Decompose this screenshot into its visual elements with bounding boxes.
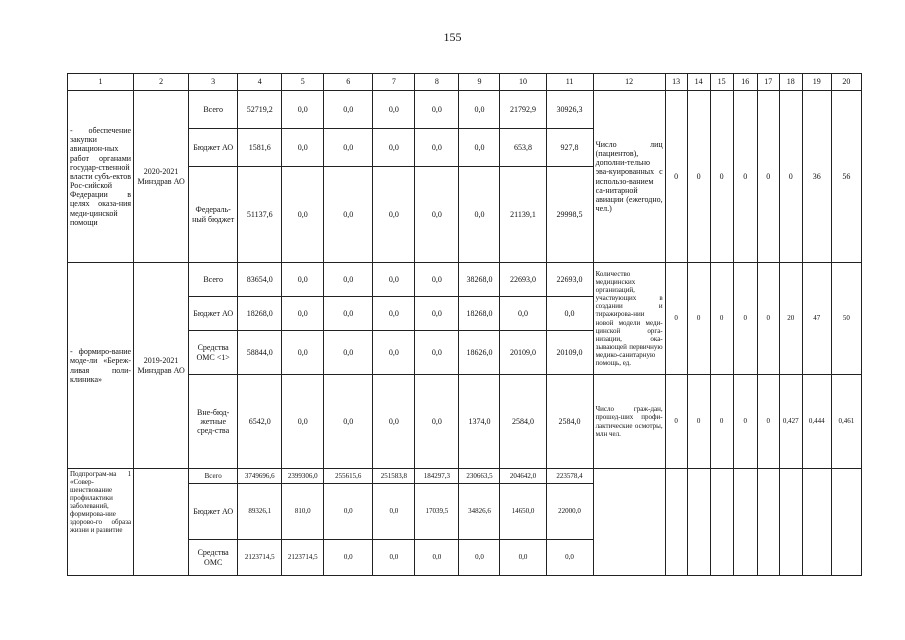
header-cell: 18: [779, 74, 802, 91]
indicator-value-cell: 0: [687, 263, 710, 375]
value-cell: 0,0: [373, 297, 415, 331]
indicator-value-cell: 0: [757, 91, 779, 263]
indicator-value-cell: 0,427: [779, 375, 802, 469]
value-cell: 0,0: [546, 297, 593, 331]
header-cell: 16: [733, 74, 757, 91]
value-cell: 0,0: [415, 167, 459, 263]
value-cell: 0,0: [324, 297, 373, 331]
value-cell: 18268,0: [459, 297, 500, 331]
value-cell: 29998,5: [546, 167, 593, 263]
value-cell: 0,0: [282, 331, 324, 375]
indicator-value-cell: 0: [779, 91, 802, 263]
value-cell: 89326,1: [238, 484, 282, 540]
value-cell: 0,0: [373, 167, 415, 263]
value-cell: 653,8: [500, 129, 546, 167]
indicator-value-cell: 56: [831, 91, 861, 263]
value-cell: 0,0: [500, 540, 546, 576]
value-cell: 58844,0: [238, 331, 282, 375]
value-cell: 810,0: [282, 484, 324, 540]
indicator-cell: Число лиц (пациентов), дополни-тельно эва-куированных с использо-ванием са-нитарной авиации (ежегодно, чел.): [593, 91, 665, 263]
header-cell: 14: [687, 74, 710, 91]
indicator-value-cell: [802, 469, 831, 576]
value-cell: 0,0: [373, 129, 415, 167]
value-cell: 22693,0: [500, 263, 546, 297]
activity-cell: - обеспечение закупки авиацион-ных работ органами государ-ственной власти субъ-ектов Рос-сийской Федерации в целях оказа-ния меди-цинской помощи: [68, 91, 134, 263]
value-cell: 20109,0: [500, 331, 546, 375]
activity-cell: - формиро-вание моде-ли «Береж-ливая поли-клиника»: [68, 263, 134, 469]
value-cell: 83654,0: [238, 263, 282, 297]
value-cell: 223578,4: [546, 469, 593, 484]
value-cell: 22000,0: [546, 484, 593, 540]
value-cell: 0,0: [415, 331, 459, 375]
value-cell: 184297,3: [415, 469, 459, 484]
value-cell: 1374,0: [459, 375, 500, 469]
value-cell: 0,0: [415, 263, 459, 297]
value-cell: 0,0: [459, 167, 500, 263]
period-executor-cell: 2020-2021 Минздрав АО: [134, 91, 189, 263]
indicator-value-cell: 0: [733, 375, 757, 469]
funding-source-cell: Федераль-ный бюджет: [189, 167, 238, 263]
value-cell: 0,0: [324, 263, 373, 297]
header-cell: 15: [710, 74, 733, 91]
value-cell: 0,0: [324, 91, 373, 129]
value-cell: 927,8: [546, 129, 593, 167]
indicator-cell: [593, 469, 665, 576]
header-cell: 6: [324, 74, 373, 91]
header-cell: 5: [282, 74, 324, 91]
value-cell: 18268,0: [238, 297, 282, 331]
funding-source-cell: Бюджет АО: [189, 129, 238, 167]
indicator-cell: Количество медицинских организаций, участвующих в создании и тиражирова-нии новой модели меди-цинской орга-низации, ока-зывающей первичную медико-санитарную помощь, ед.: [593, 263, 665, 375]
value-cell: 21792,9: [500, 91, 546, 129]
header-cell: 2: [134, 74, 189, 91]
indicator-value-cell: 0: [733, 91, 757, 263]
funding-source-cell: Всего: [189, 263, 238, 297]
header-cell: 20: [831, 74, 861, 91]
indicator-value-cell: 20: [779, 263, 802, 375]
value-cell: 38268,0: [459, 263, 500, 297]
indicator-value-cell: 0: [710, 263, 733, 375]
header-cell: 3: [189, 74, 238, 91]
program-table: [67, 73, 862, 576]
indicator-value-cell: 0: [710, 375, 733, 469]
value-cell: 52719,2: [238, 91, 282, 129]
value-cell: 0,0: [324, 375, 373, 469]
table-row: [68, 263, 862, 297]
indicator-value-cell: 0: [733, 263, 757, 375]
header-cell: 4: [238, 74, 282, 91]
header-cell: 13: [665, 74, 687, 91]
value-cell: 0,0: [282, 167, 324, 263]
value-cell: 230663,5: [459, 469, 500, 484]
header-cell: 1: [68, 74, 134, 91]
value-cell: 0,0: [459, 91, 500, 129]
funding-source-cell: Вне-бюд-жетные сред-ства: [189, 375, 238, 469]
value-cell: 0,0: [500, 297, 546, 331]
value-cell: 0,0: [546, 540, 593, 576]
value-cell: 20109,0: [546, 331, 593, 375]
funding-source-cell: Всего: [189, 469, 238, 484]
header-cell: 7: [373, 74, 415, 91]
value-cell: 0,0: [324, 129, 373, 167]
value-cell: 21139,1: [500, 167, 546, 263]
value-cell: 0,0: [415, 540, 459, 576]
value-cell: 204642,0: [500, 469, 546, 484]
value-cell: 30926,3: [546, 91, 593, 129]
table-row: [68, 91, 862, 129]
value-cell: 18626,0: [459, 331, 500, 375]
funding-source-cell: Бюджет АО: [189, 297, 238, 331]
indicator-value-cell: 0: [757, 375, 779, 469]
value-cell: 0,0: [282, 129, 324, 167]
value-cell: 0,0: [373, 263, 415, 297]
value-cell: 22693,0: [546, 263, 593, 297]
indicator-value-cell: [779, 469, 802, 576]
value-cell: 0,0: [415, 129, 459, 167]
indicator-value-cell: 50: [831, 263, 861, 375]
funding-source-cell: Всего: [189, 91, 238, 129]
indicator-value-cell: [687, 469, 710, 576]
indicator-value-cell: [710, 469, 733, 576]
period-executor-cell: [134, 469, 189, 576]
value-cell: 1581,6: [238, 129, 282, 167]
period-executor-cell: 2019-2021 Минздрав АО: [134, 263, 189, 469]
value-cell: 255615,6: [324, 469, 373, 484]
value-cell: 251583,8: [373, 469, 415, 484]
indicator-value-cell: 0: [665, 375, 687, 469]
value-cell: 0,0: [324, 331, 373, 375]
value-cell: 2399306,0: [282, 469, 324, 484]
indicator-value-cell: 0: [757, 263, 779, 375]
value-cell: 0,0: [282, 297, 324, 331]
header-cell: 12: [593, 74, 665, 91]
table-row: [68, 469, 862, 484]
value-cell: 0,0: [373, 540, 415, 576]
header-row: [68, 74, 862, 91]
header-cell: 19: [802, 74, 831, 91]
value-cell: 0,0: [415, 91, 459, 129]
value-cell: 0,0: [373, 91, 415, 129]
value-cell: 34826,6: [459, 484, 500, 540]
header-cell: 17: [757, 74, 779, 91]
value-cell: 3749696,6: [238, 469, 282, 484]
indicator-value-cell: [831, 469, 861, 576]
indicator-value-cell: 0: [665, 263, 687, 375]
value-cell: 0,0: [459, 540, 500, 576]
indicator-value-cell: [665, 469, 687, 576]
value-cell: 0,0: [415, 375, 459, 469]
value-cell: 0,0: [373, 484, 415, 540]
value-cell: 0,0: [324, 167, 373, 263]
value-cell: 0,0: [373, 331, 415, 375]
value-cell: 0,0: [373, 375, 415, 469]
value-cell: 0,0: [282, 91, 324, 129]
value-cell: 0,0: [324, 484, 373, 540]
value-cell: 0,0: [459, 129, 500, 167]
value-cell: 6542,0: [238, 375, 282, 469]
value-cell: 14650,0: [500, 484, 546, 540]
indicator-value-cell: 0: [687, 91, 710, 263]
value-cell: 0,0: [282, 263, 324, 297]
indicator-value-cell: 0,444: [802, 375, 831, 469]
indicator-value-cell: 0: [665, 91, 687, 263]
value-cell: 17039,5: [415, 484, 459, 540]
funding-source-cell: Бюджет АО: [189, 484, 238, 540]
value-cell: 2584,0: [546, 375, 593, 469]
value-cell: 2584,0: [500, 375, 546, 469]
funding-source-cell: Средства ОМС: [189, 540, 238, 576]
indicator-value-cell: [757, 469, 779, 576]
value-cell: 51137,6: [238, 167, 282, 263]
value-cell: 0,0: [415, 297, 459, 331]
header-cell: 8: [415, 74, 459, 91]
indicator-value-cell: 47: [802, 263, 831, 375]
value-cell: 2123714,5: [282, 540, 324, 576]
header-cell: 11: [546, 74, 593, 91]
indicator-value-cell: 0: [710, 91, 733, 263]
subprogram-cell: Подпрограм-ма 1 «Совер-шенствование профилактики заболеваний, формирова-ние здорово-го образа жизни и развитие: [68, 469, 134, 576]
value-cell: 0,0: [324, 540, 373, 576]
indicator-value-cell: 36: [802, 91, 831, 263]
funding-source-cell: Средства ОМС <1>: [189, 331, 238, 375]
value-cell: 0,0: [282, 375, 324, 469]
value-cell: 2123714,5: [238, 540, 282, 576]
indicator-value-cell: [733, 469, 757, 576]
page-number: 155: [443, 30, 462, 44]
header-cell: 10: [500, 74, 546, 91]
indicator-value-cell: 0: [687, 375, 710, 469]
indicator-cell: Число граж-дан, прошед-ших профи-лактические осмотры, млн чел.: [593, 375, 665, 469]
header-cell: 9: [459, 74, 500, 91]
indicator-value-cell: 0,461: [831, 375, 861, 469]
